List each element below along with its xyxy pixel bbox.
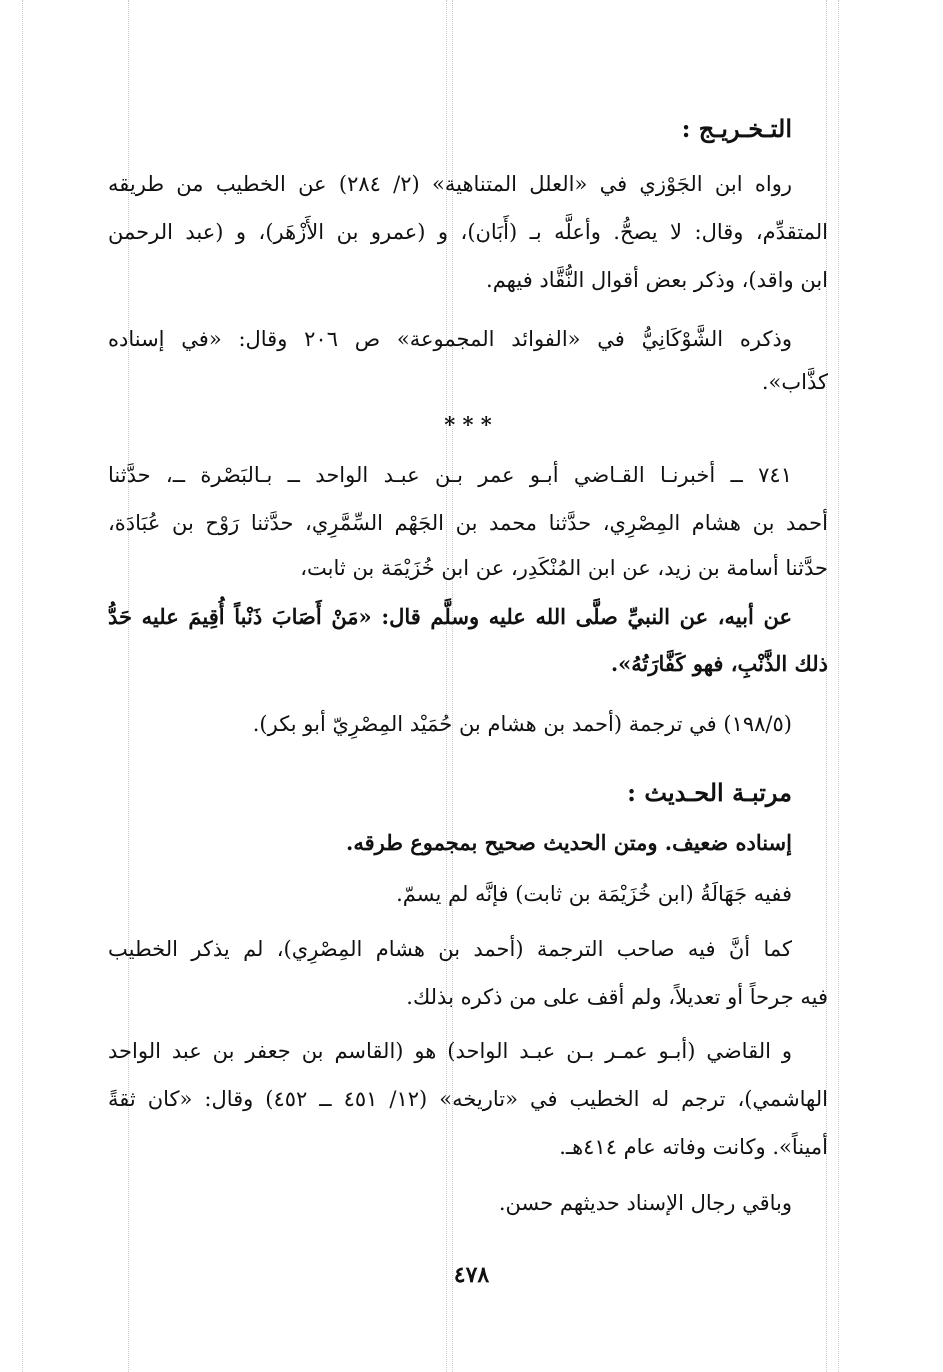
scan-line-left bbox=[22, 0, 23, 1372]
hadith-source-reference: (١٩٨/٥) في ترجمة (أحمد بن هشام بن حُمَيْد المِصْرِيّ أبو بكر). bbox=[252, 712, 792, 736]
rutba-p3-line-2: فيه جرحاً أو تعديلاً، ولم أقف على من ذكره بذلك. bbox=[406, 985, 828, 1009]
hadith-matn-line-2: ذلك الذَّنْبِ، فهو كَفَّارَتُهُ». bbox=[610, 651, 828, 676]
scan-line-right-2 bbox=[838, 0, 839, 1372]
scan-line-center-2 bbox=[452, 0, 453, 1372]
rutba-heading: مرتبـة الحـديث : bbox=[627, 778, 792, 807]
section-separator: * * * bbox=[444, 412, 492, 437]
rutba-note-jahala: ففيه جَهَالَةُ (ابن خُزَيْمَة بن ثابت) فإنَّه لم يسمّ. bbox=[396, 882, 792, 906]
takhrij-p1-line-1: رواه ابن الجَوْزي في «العلل المتناهية» (٢/ ٢٨٤) عن الخطيب من طريقه bbox=[108, 172, 792, 196]
rutba-verdict: إسناده ضعيف. ومتن الحديث صحيح بمجموع طرقه. bbox=[346, 830, 792, 855]
hadith-isnad-line-3: حدَّثنا أسامة بن زيد، عن ابن المُنْكَدِر، عن ابن خُزَيْمَة بن ثابت، bbox=[300, 556, 828, 580]
takhrij-p1-line-2: المتقدِّم، وقال: لا يصحُّ. وأعلَّه بـ (أَبَان)، و (عمرو بن الأَزْهَر)، و (عبد الرحمن bbox=[108, 220, 828, 244]
hadith-isnad-line-2: أحمد بن هشام المِصْرِي، حدَّثنا محمد بن الجَهْم السِّمَّرِي، حدَّثنا رَوْح بن عُبَادَة، bbox=[108, 511, 828, 535]
rutba-p5: وباقي رجال الإسناد حديثهم حسن. bbox=[498, 1191, 792, 1215]
scan-line-center bbox=[446, 0, 447, 1372]
rutba-p4-line-3: أميناً». وكانت وفاته عام ٤١٤هـ. bbox=[559, 1135, 828, 1159]
hadith-matn-line-1: عن أبيه، عن النبيِّ صلَّى الله عليه وسلَّم قال: «مَنْ أَصَابَ ذَنْباً أُقِيمَ عليه حَدُّ bbox=[108, 604, 792, 629]
takhrij-heading: التـخـريـج : bbox=[681, 114, 792, 143]
rutba-p4-line-2: الهاشمي)، ترجم له الخطيب في «تاريخه» (١٢/ ٤٥١ ــ ٤٥٢) وقال: «كان ثقةً bbox=[108, 1087, 828, 1111]
rutba-p3-line-1: كما أنَّ فيه صاحب الترجمة (أحمد بن هشام المِصْرِي)، لم يذكر الخطيب bbox=[108, 937, 792, 961]
scan-line-left-2 bbox=[128, 0, 129, 1372]
page-number: ٤٧٨ bbox=[453, 1262, 490, 1288]
hadith-isnad-line-1: ٧٤١ ــ أخبرنـا القـاضي أبـو عمر بـن عبـد الواحد ــ بـالبَصْرة ــ، حدَّثنا bbox=[108, 463, 792, 487]
scan-line-right bbox=[826, 0, 827, 1372]
takhrij-p1-line-3: ابن واقد)، وذكر بعض أقوال النُّقَّاد فيهم. bbox=[486, 268, 828, 292]
takhrij-p2-line-1: وذكره الشَّوْكَانِيُّ في «الفوائد المجموعة» ص ٢٠٦ وقال: «في إسناده bbox=[108, 327, 792, 351]
takhrij-p2-line-2: كذَّاب». bbox=[761, 370, 828, 394]
rutba-p4-line-1: و القاضي (أبـو عمـر بـن عبـد الواحد) هو (القاسم بن جعفر بن عبد الواحد bbox=[108, 1039, 792, 1063]
